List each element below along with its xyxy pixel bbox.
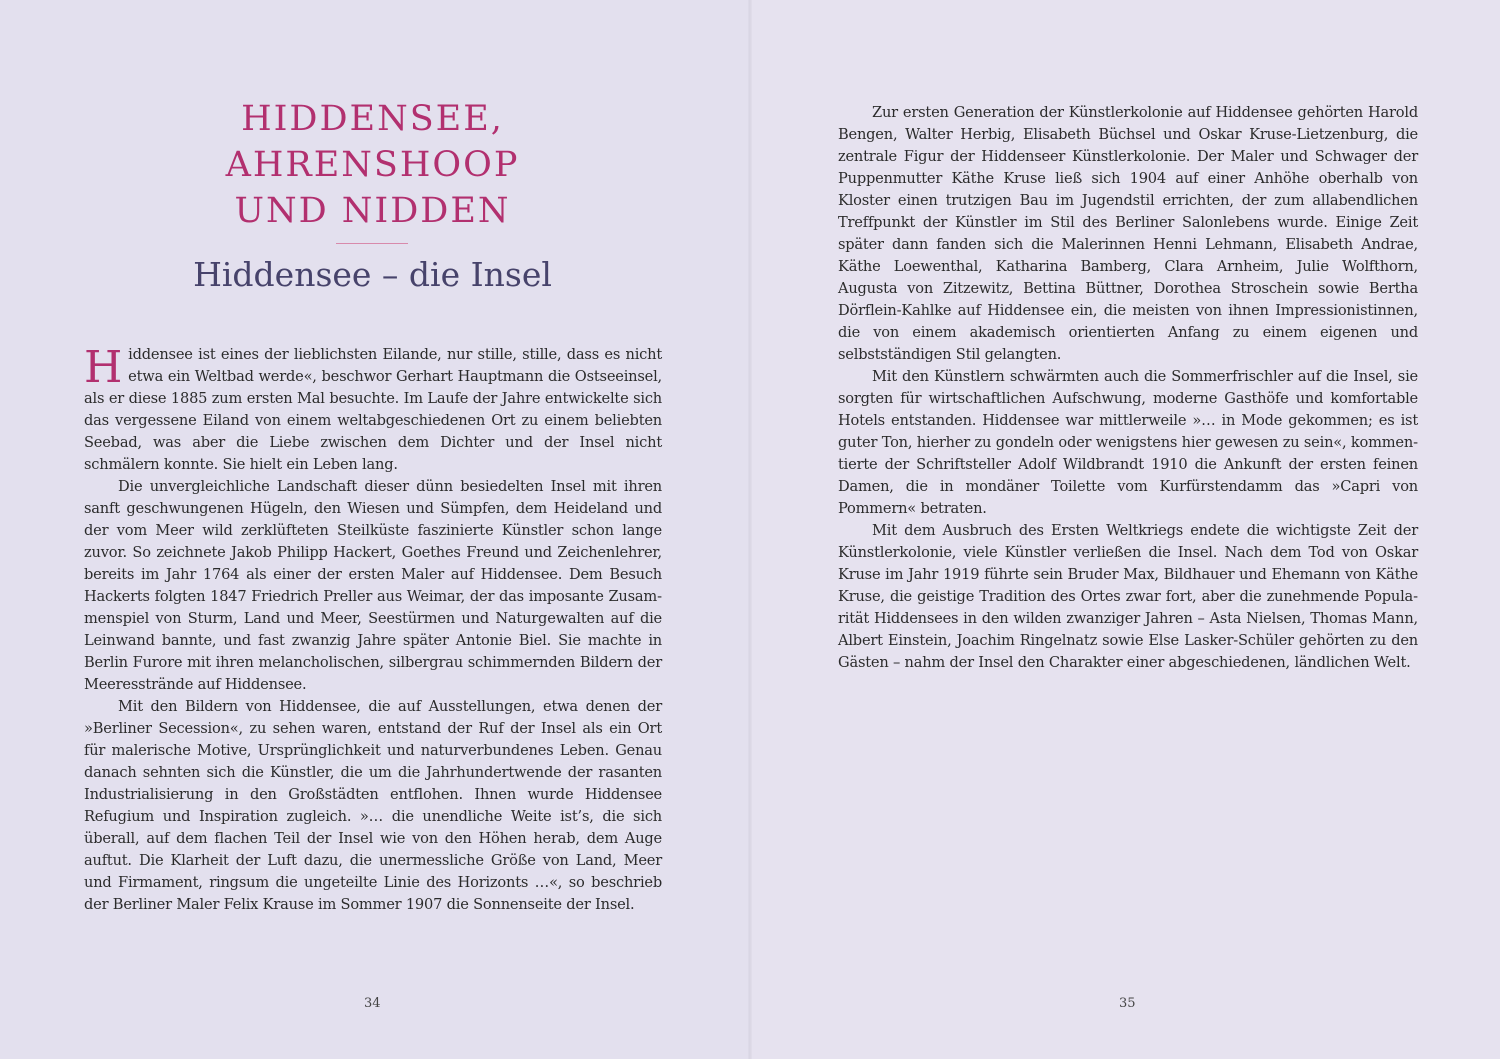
section-subtitle: Hiddensee – die Insel [193,255,552,294]
left-paragraph-1-text: iddensee ist eines der lieblichsten Eilande, nur stille, stille, dass es nicht etwa ein Weltbad werde«, beschwor Gerhart Hauptmann die Ostseeinsel, als er diese 1885 zum ersten Mal besuchte. Im Laufe der Jahre entwickelte sich das vergessene Eiland von einem weltabgeschiedenen Ort zu einem beliebten Seebad, was aber die Liebe zwischen dem Dichter und der Insel nicht schmälern konnte. Sie hielt ein Leben lang. [84,346,662,473]
title-divider [336,243,408,244]
drop-cap: H [84,342,123,393]
page-number-left: 34 [364,996,381,1011]
right-paragraph-3: Mit dem Ausbruch des Ersten Weltkriegs endete die wichtigste Zeit der Künstlerkolonie, viele Künstler verließen die Insel. Nach dem Tod von Oskar Kruse im Jahr 1919 führte sein Bruder Max, Bildhauer und Ehemann von Käthe Kruse, die geistige Tradition des Ortes zwar fort, aber die zunehmende Popularität Hiddensees in den wilden zwanziger Jahren – Asta Nielsen, Thomas Mann, Albert Einstein, Joachim Ringelnatz sowie Else Lasker-Schüler gehörten zu den Gästen – nahm der Insel den Charakter einer abgeschiedenen, ländlichen Welt. [838,522,1418,671]
page-number-right: 35 [1119,996,1136,1011]
left-text-column [84,344,662,916]
left-paragraph-1 [84,344,662,476]
book-gutter [748,0,752,1059]
right-paragraph-1: Zur ersten Generation der Künstlerkolonie auf Hiddensee gehörten Harold Bengen, Walter Herbig, Elisabeth Büchsel und Oskar Kruse-Lietzenburg, die zentrale Figur der Hiddenseer Künstlerkolonie. Der Maler und Schwager der Puppenmutter Käthe Kruse ließ sich 1904 auf einer Anhöhe oberhalb von Kloster einen trutzigen Bau im Jugendstil errichten, der zum allabendlichen Treffpunkt der Künstler im Stil des Berliner Salonlebens wurde. Einige Zeit später dann fanden sich die Malerinnen Henni Lehmann, Elisabeth Andrae, Käthe Loewenthal, Katharina Bamberg, Clara Arnheim, Julie Wolfthorn, Augusta von Zitzewitz, Bettina Büttner, Dorothea Stroschein sowie Bertha Dörflein-Kahlke auf Hiddensee ein, die meisten von ihnen Impressionistinnen, die von einem akademisch orientierten Anfang zu einem eigenen und selbstständigen Stil gelangten. [838,104,1418,363]
chapter-title [150,96,595,234]
chapter-title-line-3: UND NIDDEN [234,191,511,231]
right-text-column [838,102,1418,674]
chapter-title-line-2: AHRENSHOOP [225,145,520,185]
left-paragraph-2: Die unvergleichliche Landschaft dieser dünn besiedelten Insel mit ihren sanft geschwungenen Hügeln, den Wiesen und Sümpfen, dem Heideland und der vom Meer wild zerklüfteten Steilküste faszinierte Künstler schon lange zuvor. So zeichnete Jakob Philipp Hackert, Goethes Freund und Zeichenlehrer, bereits im Jahr 1764 als einer der ersten Maler auf Hiddensee. Dem Besuch Hackerts folgten 1847 Friedrich Preller aus Weimar, der das imposante Zusammenspiel von Sturm, Land und Meer, Seestürmen und Naturgewalten auf die Leinwand bannte, und fast zwanzig Jahre später Antonie Biel. Sie machte in Berlin Furore mit ihren melancholischen, silbergrau schimmernden Bildern der Meeresstrände auf Hiddensee. [84,478,662,693]
left-paragraph-3: Mit den Bildern von Hiddensee, die auf Ausstellungen, etwa denen der »Berliner Secession«, zu sehen waren, entstand der Ruf der Insel als ein Ort für malerische Motive, Ursprünglichkeit und naturverbundenes Leben. Genau danach sehnten sich die Künstler, die um die Jahrhundertwende der rasanten Industrialisierung in den Großstädten entflohen. Ihnen wurde Hiddensee Refugium und Inspiration zugleich. »… die unendliche Weite ist’s, die sich überall, auf dem flachen Teil der Insel wie von den Höhen herab, dem Auge auftut. Die Klarheit der Luft dazu, die unermessliche Größe von Land, Meer und Firmament, ringsum die ungeteilte Linie des Horizonts …«, so beschrieb der Berliner Maler Felix Krause im Sommer 1907 die Sonnenseite der Insel. [84,698,662,913]
chapter-title-line-1: HIDDENSEE, [241,99,504,139]
right-paragraph-2: Mit den Künstlern schwärmten auch die Sommerfrischler auf die Insel, sie sorgten für wirtschaftlichen Aufschwung, moderne Gasthöfe und komfortable Hotels entstanden. Hiddensee war mittlerweile »… in Mode gekommen; es ist guter Ton, hierher zu gondeln oder wenigstens hier gewesen zu sein«, kommentierte der Schriftsteller Adolf Wildbrandt 1910 die Ankunft der ersten feinen Damen, die in mondäner Toilette vom Kurfürstendamm das »Capri von Pommern« betraten. [838,368,1418,517]
